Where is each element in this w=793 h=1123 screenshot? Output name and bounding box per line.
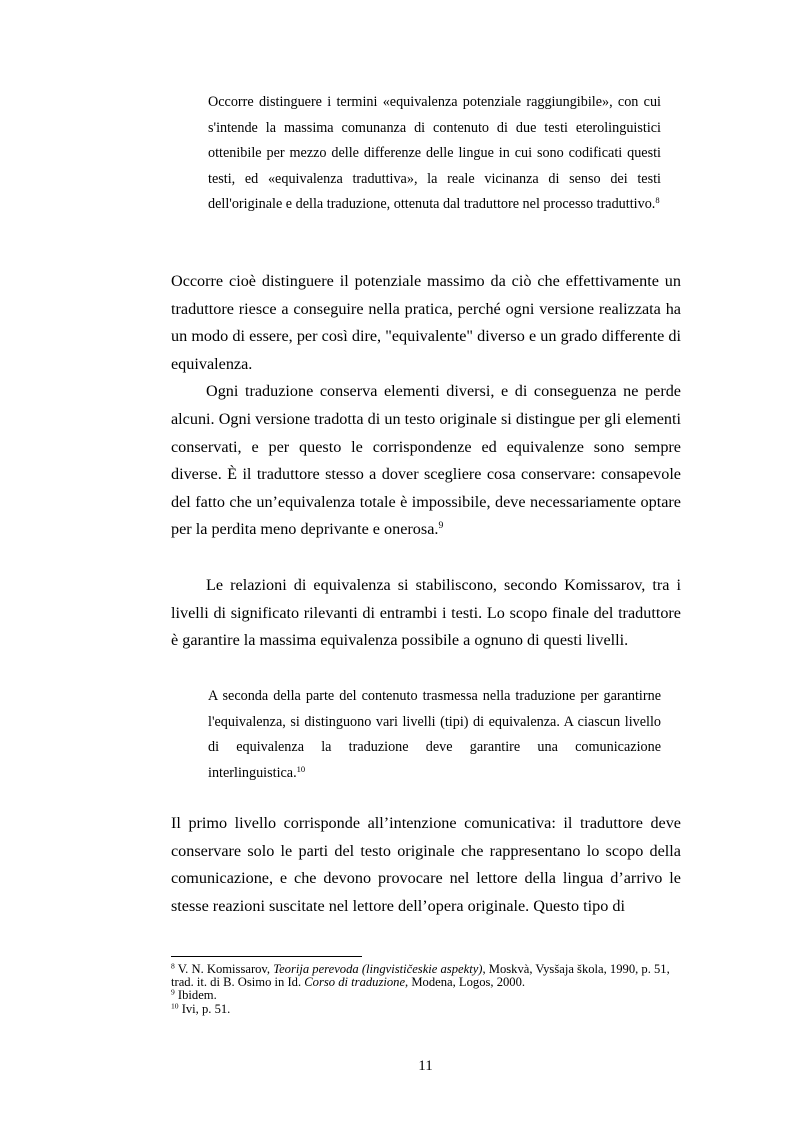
paragraph-4 [171,810,681,920]
footnote-ref-9[interactable]: 9 [438,520,444,532]
paragraph-1: Occorre cioè distinguere il potenziale massimo da ciò che effettivamente un traduttore riesce a conseguire nella pratica, perché ogni versione realizzata ha un modo di essere, per così dire, "equivalente" diverso e un grado differente di equivalenza. [171,272,681,373]
paragraph-2 [171,378,681,544]
footnote-mark: 9 [171,987,175,997]
footnote-8-text: V. N. Komissarov, [174,962,274,976]
quote-1-text: Occorre distinguere i termini «equivalenza potenziale raggiungibile», con cui s'intende la massima comunanza di contenuto di due testi eterolinguistici ottenibile per mezzo delle differenze delle lingue in cui sono codificati questi testi, ed «equivalenza traduttiva», la reale vicinanza di senso dei testi dell'originale e della traduzione, ottenuta dal traduttore nel processo traduttivo. [208,94,661,213]
footnotes [171,963,681,1016]
block-quote-1 [208,90,661,218]
footnote-8-title-2: Corso di traduzione [304,975,406,990]
footnote-ref-8[interactable]: 8 [655,195,660,206]
block-quote-2 [208,684,661,786]
paragraph-4-text: Il primo livello corrisponde all’intenzione comunicativa: il traduttore deve conservare solo le parti del testo originale che rappresentano lo scopo della comunicazione, e che devono provocare nel lettore della lingua d’arrivo le stesse reazioni suscitate nel lettore dell’opera originale. Questo tipo di [171,814,681,915]
footnote-separator [171,956,362,957]
footnote-mark: 10 [171,1001,179,1011]
body-section-1 [171,268,681,544]
paragraph-3-text: Le relazioni di equivalenza si stabiliscono, secondo Komissarov, tra i livelli di significato rilevanti di entrambi i testi. Lo scopo finale del traduttore è garantire la massima equivalenza possibile a ognuno di questi livelli. [171,576,681,650]
page-number: 11 [418,1058,433,1074]
footnote-8-text-3: , Modena, Logos, 2000. [405,975,526,990]
footnote-8-title: Teorija perevoda (lingvističeskie aspekty) [273,962,483,976]
paragraph-3 [171,572,681,655]
paragraph-2-text: Ogni traduzione conserva elementi diversi, e di conseguenza ne perde alcuni. Ogni versione tradotta di un testo originale si distingue per gli elementi conservati, e per questo le corrispondenze ed equivalenze sono sempre diverse. È il traduttore stesso a dover scegliere cosa conservare: consapevole del fatto che un’equivalenza totale è impossibile, deve necessariamente optare per la perdita meno deprivante e onerosa. [171,382,681,539]
footnote-ref-10[interactable]: 10 [296,763,306,774]
footnote-8 [171,963,681,989]
footnote-10-text: Ivi, p. 51. [178,1001,231,1016]
quote-2-text: A seconda della parte del contenuto trasmessa nella traduzione per garantirne l'equivalenza, si distinguono vari livelli (tipi) di equivalenza. A ciascun livello di equivalenza la traduzione deve garantire una comunicazione interlinguistica. [208,688,661,781]
footnote-9-text: Ibidem. [174,988,217,1003]
footnote-mark: 8 [171,961,175,971]
footnote-10 [171,1003,681,1016]
footnote-8-text-2: , Moskvà, Vysšaja škola, 1990, p. 51, trad. it. di B. Osimo in Id. [171,962,670,990]
footnote-9 [171,989,681,1002]
